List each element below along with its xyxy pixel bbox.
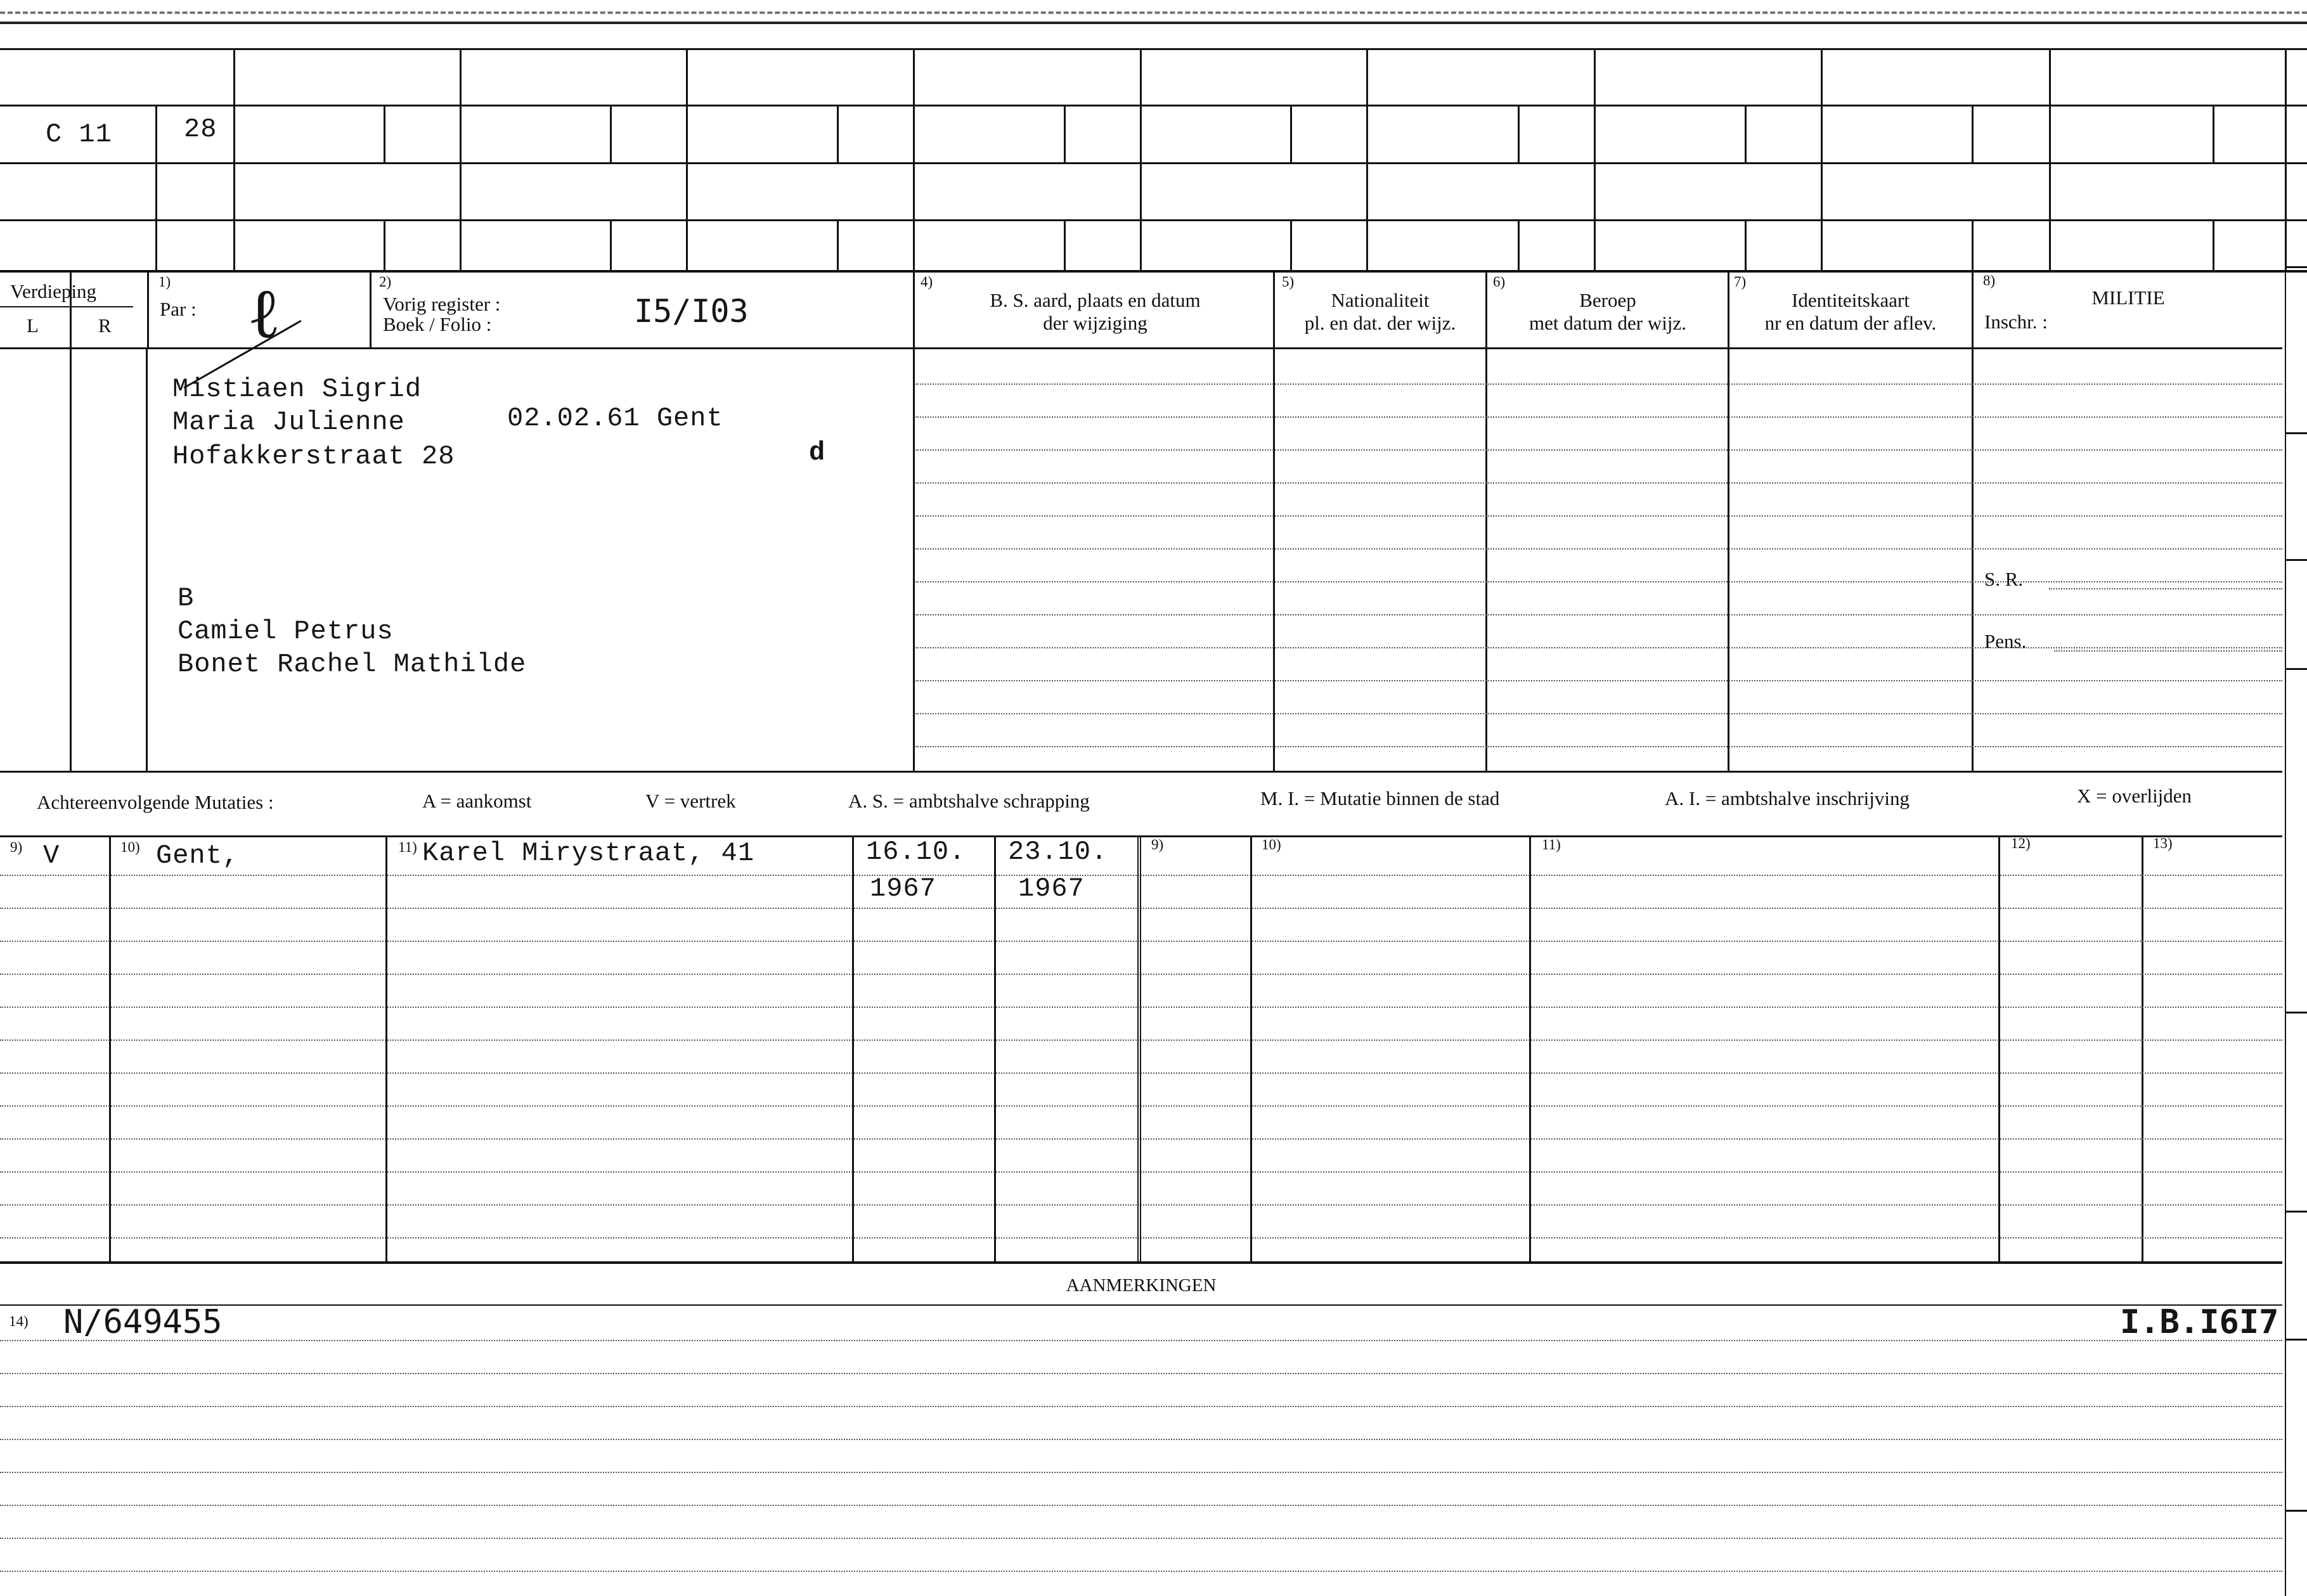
mother-name: Bonet Rachel Mathilde	[178, 649, 527, 679]
person-name: Mistiaen Sigrid	[172, 374, 422, 404]
verdieping-label: Verdieping	[10, 280, 97, 302]
header-bottom-rule	[0, 347, 2282, 349]
col-r-label: R	[98, 314, 112, 337]
note-8: 8)	[1983, 273, 1996, 288]
pens-label: Pens.	[1984, 630, 2027, 652]
note-4: 4)	[921, 274, 933, 290]
remark-right-value: I.B.I6I7	[2120, 1303, 2279, 1341]
legend-mi: M. I. = Mutatie binnen de stad	[1260, 787, 1500, 809]
id-header-line2: nr en datum der aflev.	[1764, 312, 1937, 334]
mutation-date1-day: 16.10.	[866, 837, 966, 867]
note-13: 13)	[2153, 835, 2173, 851]
remark-left-value: N/649455	[63, 1303, 223, 1341]
note-10b: 10)	[1262, 837, 1281, 853]
person-birth: 02.02.61 Gent	[507, 403, 723, 434]
register-number: 28	[184, 114, 217, 145]
note-7: 7)	[1734, 274, 1747, 290]
mutation-date1-year: 1967	[870, 873, 936, 904]
par-label: Par :	[160, 298, 197, 320]
nat-header-line1: Nationaliteit	[1331, 289, 1430, 311]
register-value: I5/I03	[634, 293, 749, 330]
father-prefix: B	[178, 583, 195, 614]
legend-v: V = vertrek	[645, 790, 736, 812]
legend-a: A = aankomst	[422, 790, 532, 812]
top-edge-noise	[0, 11, 2307, 14]
bs-header-line1: B. S. aard, plaats en datum	[990, 289, 1201, 311]
legend-x: X = overlijden	[2077, 785, 2192, 807]
mutation-type: V	[43, 840, 60, 871]
person-mark: d	[809, 437, 826, 468]
legend-ai: A. I. = ambtshalve inschrijving	[1665, 787, 1910, 809]
beroep-header-line1: Beroep	[1579, 289, 1636, 311]
note-14: 14)	[9, 1313, 29, 1329]
vorig-register-label: Vorig register :	[383, 293, 501, 315]
note-9b: 9)	[1151, 837, 1164, 853]
militie-header: MILITIE	[2091, 286, 2165, 309]
note-11b: 11)	[1542, 837, 1561, 853]
id-header-line1: Identiteitskaart	[1792, 289, 1910, 311]
mutation-date2-day: 23.10.	[1008, 837, 1108, 867]
boek-folio-label: Boek / Folio :	[383, 313, 492, 335]
mutation-city: Gent,	[156, 840, 240, 871]
note-10: 10)	[120, 839, 140, 855]
person-given-names: Maria Julienne	[172, 407, 405, 437]
mutaties-title: Achtereenvolgende Mutaties :	[37, 791, 274, 813]
note-5: 5)	[1282, 274, 1295, 290]
note-6: 6)	[1493, 274, 1506, 290]
note-1: 1)	[158, 274, 171, 290]
register-code: C 11	[46, 119, 112, 150]
note-11: 11)	[398, 839, 417, 855]
sr-label: S. R.	[1984, 568, 2024, 590]
aanmerkingen-title: AANMERKINGEN	[1066, 1275, 1217, 1296]
note-12: 12)	[2011, 835, 2031, 851]
legend-as: A. S. = ambtshalve schrapping	[848, 790, 1090, 812]
note-2: 2)	[379, 274, 392, 290]
nat-header-line2: pl. en dat. der wijz.	[1304, 312, 1456, 334]
col-l-label: L	[27, 314, 39, 337]
beroep-header-line2: met datum der wijz.	[1529, 312, 1686, 334]
person-address: Hofakkerstraat 28	[172, 441, 455, 472]
mutation-address: Karel Mirystraat, 41	[422, 838, 755, 868]
note-9: 9)	[10, 839, 23, 855]
mutation-date2-year: 1967	[1018, 873, 1085, 904]
inschr-label: Inschr. :	[1984, 311, 2048, 333]
bs-header-line2: der wijziging	[1043, 312, 1147, 334]
par-signature: ℓ	[247, 273, 281, 354]
father-name: Camiel Petrus	[178, 616, 394, 647]
top-edge-border	[0, 22, 2307, 24]
